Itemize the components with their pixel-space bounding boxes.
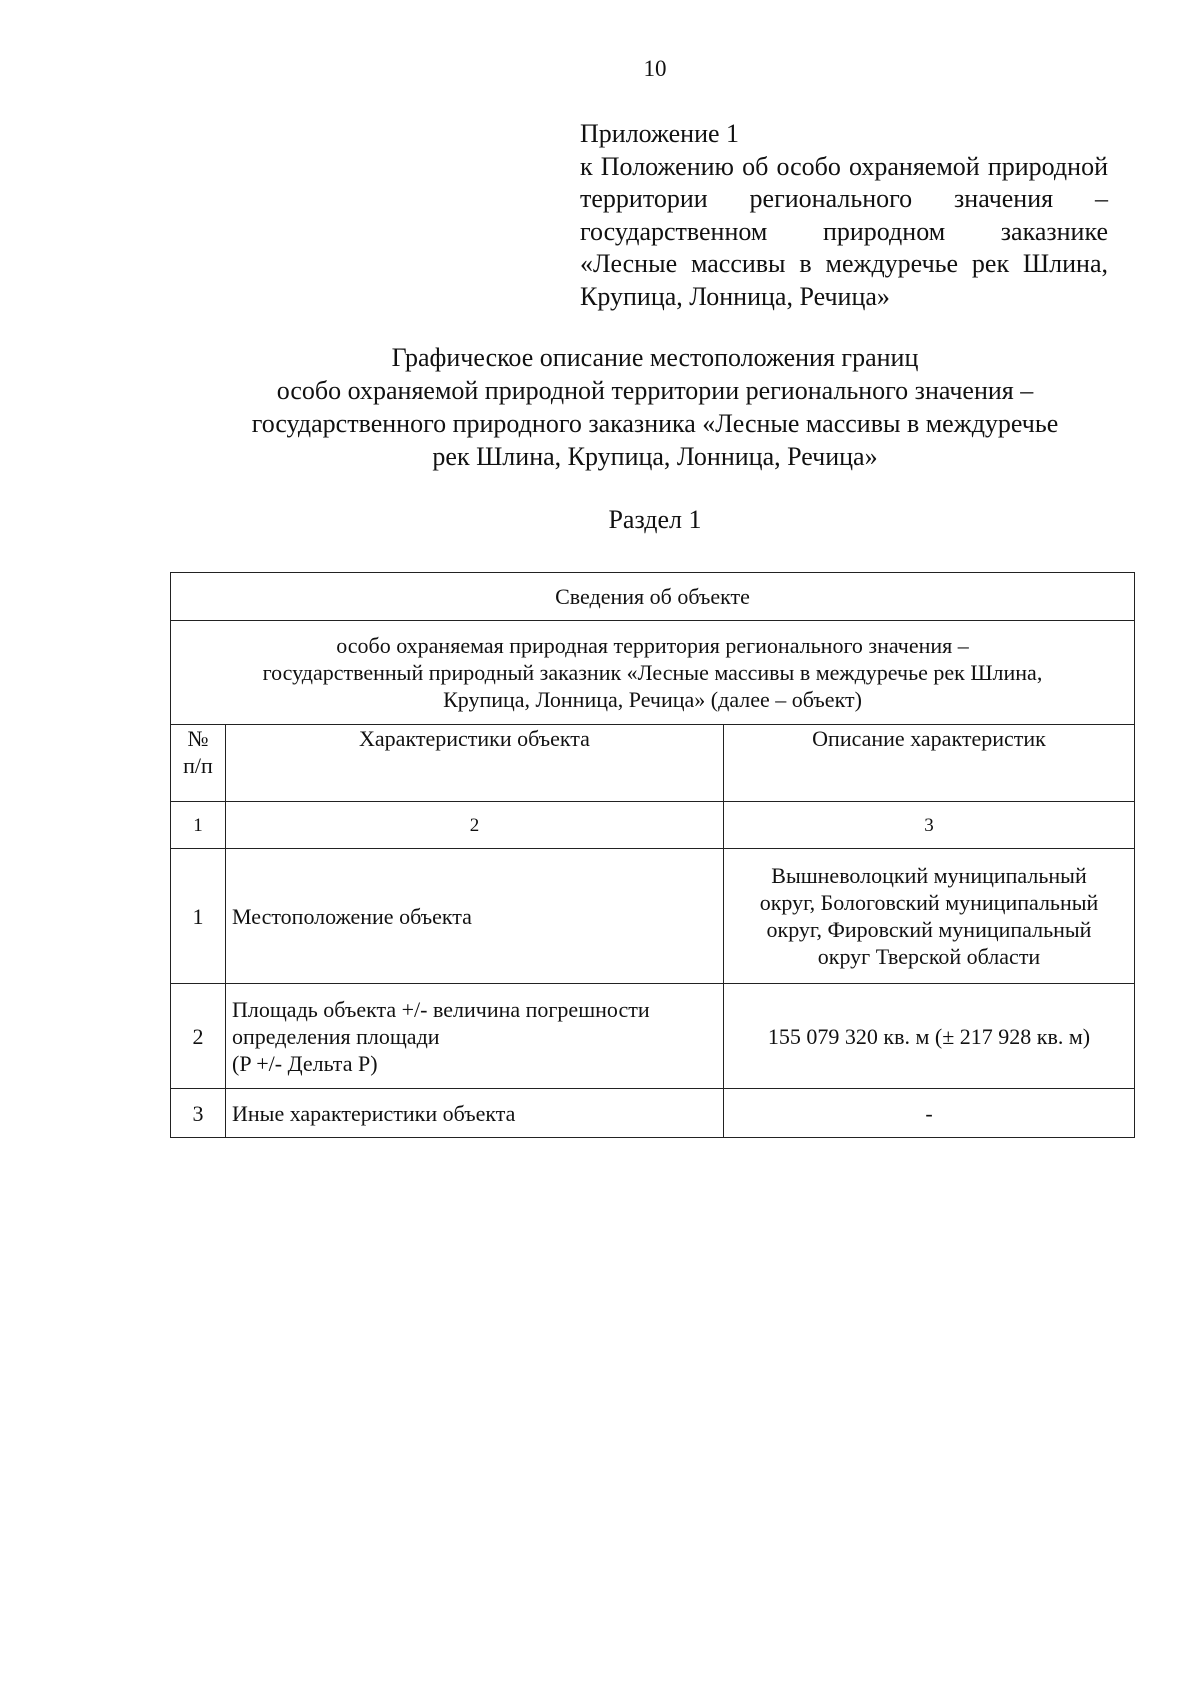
- column-number: 1: [171, 802, 226, 849]
- column-header-number: [171, 725, 226, 802]
- subject-line: государственный природный заказник «Лесные массивы в междуречье рек Шлина,: [262, 660, 1043, 685]
- table-subject-row: [171, 621, 1135, 725]
- column-number: 3: [724, 802, 1135, 849]
- row-characteristic: Местоположение объекта: [226, 849, 724, 984]
- row-characteristic: [226, 984, 724, 1089]
- document-title-line: рек Шлина, Крупица, Лонница, Речица»: [432, 442, 878, 471]
- table-row: [171, 1089, 1135, 1138]
- row-number: 1: [171, 849, 226, 984]
- row-characteristic: Иные характеристики объекта: [226, 1089, 724, 1138]
- description-line: округ, Фировский муниципальный: [766, 917, 1092, 942]
- subject-line: Крупица, Лонница, Речица» (далее – объект): [443, 687, 862, 712]
- annex-title: Приложение 1: [580, 119, 740, 148]
- document-title-line: Графическое описание местоположения границ: [391, 343, 919, 372]
- column-header-description: Описание характеристик: [724, 725, 1135, 802]
- column-header-number-abbr: п/п: [183, 753, 213, 778]
- row-description: -: [724, 1089, 1135, 1138]
- column-headers-row: [171, 725, 1135, 802]
- table-header: Сведения об объекте: [171, 573, 1135, 621]
- table-header-row: [171, 573, 1135, 621]
- annex-block: [580, 118, 1108, 313]
- row-number: 3: [171, 1089, 226, 1138]
- column-header-number-sign: №: [187, 726, 209, 751]
- row-description: 155 079 320 кв. м (± 217 928 кв. м): [724, 984, 1135, 1089]
- characteristic-line: определения площади: [232, 1023, 440, 1049]
- subject-line: особо охраняемая природная территория регионального значения –: [336, 633, 969, 658]
- object-info-table: [170, 572, 1135, 1138]
- table-subject: [171, 621, 1135, 725]
- column-number: 2: [226, 802, 724, 849]
- document-title: [150, 341, 1160, 473]
- description-line: Вышневолоцкий муниципальный: [771, 863, 1087, 888]
- page-number: 10: [643, 56, 667, 81]
- section-title: Раздел 1: [608, 505, 702, 534]
- column-header-characteristic: Характеристики объекта: [226, 725, 724, 802]
- table-row: [171, 984, 1135, 1089]
- table-row: [171, 849, 1135, 984]
- column-numbers-row: [171, 802, 1135, 849]
- row-number: 2: [171, 984, 226, 1089]
- description-line: округ, Бологовский муниципальный: [759, 890, 1099, 915]
- document-title-line: особо охраняемой природной территории регионального значения –: [276, 376, 1034, 405]
- description-line: округ Тверской области: [817, 944, 1041, 969]
- row-description: [724, 849, 1135, 984]
- document-title-line: государственного природного заказника «Лесные массивы в междуречье: [251, 409, 1059, 438]
- characteristic-line: (P +/- Дельта P): [232, 1050, 378, 1076]
- annex-text: к Положению об особо охраняемой природной территории регионального значения – государственном природном заказнике «Лесные массивы в междуречье рек Шлина, Крупица, Лонница, Речица»: [580, 151, 1108, 311]
- characteristic-line: Площадь объекта +/- величина погрешности: [232, 996, 650, 1022]
